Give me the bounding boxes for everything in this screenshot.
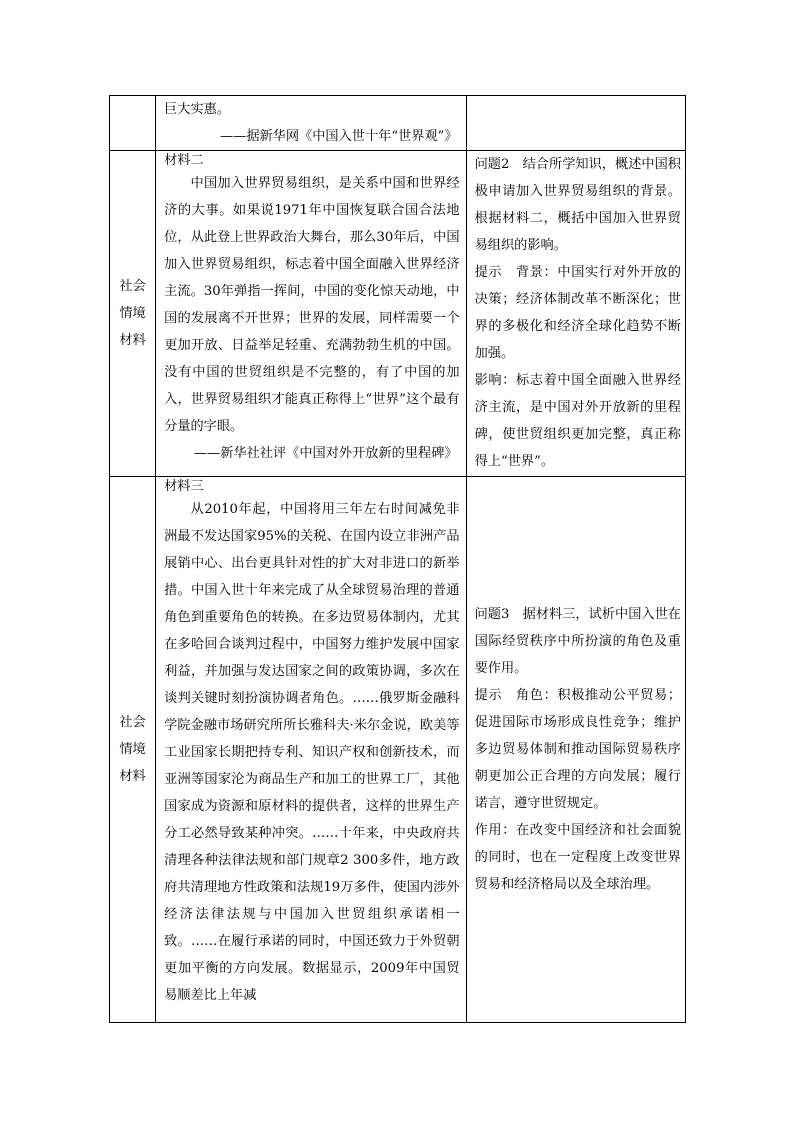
- hint-effect: 作用：在改变中国经济和社会面貌的同时，也在一定程度上改变世界贸易和经济格局以及全球治理。: [474, 823, 681, 892]
- material-text: 从2010年起，中国将用三年左右时间减免非洲最不发达国家95%的关税、在国内设立非洲产品展销中心、出台更具针对性的扩大对非进口的新举措。中国入世十年来完成了从全球贸易治理的普通角色到重要角色的转换。在多边贸易体制内，尤其在多哈回合谈判过程中，中国努力维护发展中国家利益，并加强与发达国家之间的政策协调，多次在谈判关键时刻扮演协调者角色。……俄罗斯金融科学院金融市场研究所所长雅科夫·米尔金说，欧美等工业国家长期把持专利、知识产权和创新技术，而亚洲等国家沦为商品生产和加工的世界工厂，其他国家成为资源和原材料的提供者，这样的世界生产分工必然导致某种冲突。……十年来，中央政府共清理各种法律法规和部门规章2 300多件，地方政府共清理地方性政策和法规19万多件，使国内涉外经济法律法规与中国加入世贸组织承诺相一致。……在履行承诺的同时，中国还致力于外贸朝更加平衡的方向发展。数据显示，2009年中国贸易顺差比上年减: [164, 502, 460, 1003]
- material-table: [109, 95, 686, 1023]
- question-cell: [466, 477, 685, 1023]
- row-label-line: 情境: [119, 306, 146, 321]
- question-text: 问题3 据材料三，试析中国入世在国际经贸秩序中所扮演的角色及重要作用。: [474, 607, 681, 676]
- row-label-empty: [110, 96, 156, 151]
- row-label-line: 情境: [119, 742, 146, 757]
- row-label-line: 材料: [119, 769, 146, 784]
- question-cell: [466, 151, 685, 477]
- hint-role: 提示 角色：积极推动公平贸易；促进国际市场形成良性竞争；维护多边贸易体制和推动国际贸易秩序朝更加公正合理的方向发展；履行诺言，遵守世贸规定。: [474, 688, 681, 811]
- question-text: 问题2 结合所学知识，概述中国积极申请加入世界贸易组织的背景。根据材料二，概括中国加入世界贸易组织的影响。: [474, 157, 681, 253]
- material-cell: [156, 96, 467, 151]
- material-cell: [156, 151, 467, 477]
- table-row: [110, 96, 686, 151]
- material-text: 巨大实惠。: [164, 102, 231, 117]
- material-title: 材料二: [164, 153, 204, 168]
- row-label: [110, 477, 156, 1023]
- table-row: [110, 151, 686, 477]
- row-label-line: 材料: [119, 333, 146, 348]
- row-label-line: 社会: [119, 279, 146, 294]
- material-title: 材料三: [164, 479, 204, 494]
- hint-impact: 影响：标志着中国全面融入世界经济主流，是中国对外开放新的里程碑，使世贸组织更加完整，真正称得上“世界”。: [474, 373, 681, 469]
- row-label: [110, 151, 156, 477]
- question-cell: [466, 96, 685, 151]
- table-row: [110, 477, 686, 1023]
- hint-background: 提示 背景：中国实行对外开放的决策；经济体制改革不断深化；世界的多极化和经济全球化趋势不断加强。: [474, 265, 681, 361]
- material-cell: [156, 477, 467, 1023]
- material-source: ——据新华网《中国入世十年“世界观”》: [219, 129, 458, 144]
- row-label-line: 社会: [119, 715, 146, 730]
- material-source: ——新华社社评《中国对外开放新的里程碑》: [193, 446, 458, 461]
- material-text: 中国加入世界贸易组织，是关系中国和世界经济的大事。如果说1971年中国恢复联合国合法地位，从此登上世界政治大舞台，那么30年后，中国加入世界贸易组织，标志着中国全面融入世界经济主流。30年弹指一挥间，中国的变化惊天动地，中国的发展离不开世界；世界的发展，同样需要一个更加开放、日益举足轻重、充满勃勃生机的中国。没有中国的世贸组织是不完整的，有了中国的加入，世界贸易组织才能真正称得上“世界”这个最有分量的字眼。: [164, 176, 460, 434]
